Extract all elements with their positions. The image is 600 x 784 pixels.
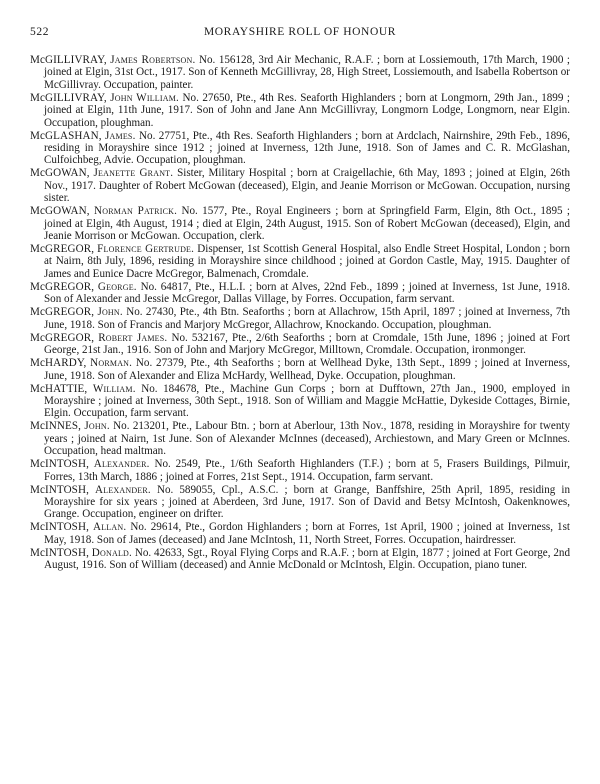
- entry-given-names: John.: [97, 306, 123, 319]
- entry-details: No. 29614, Pte., Gordon Highlanders ; born at Forres, 1st April, 1900 ; joined at Inverness, 1st May, 1918. Son of James (deceased) and Jane McIntosh, 11, North Street, Forres. Occupation, hairdresser.: [44, 521, 570, 546]
- entry-surname: McGILLIVRAY,: [30, 91, 107, 104]
- page-number: 522: [30, 26, 50, 38]
- entry-surname: McGOWAN,: [30, 205, 90, 218]
- entry-details: No. 27650, Pte., 4th Res. Seaforth Highlanders ; born at Longmorn, 29th Jan., 1899 ; joined at Elgin, 11th June, 1917. Son of John and Jane Ann McGillivray, Longmorn Lodge, Longmorn, near Elgin. Occupation, ploughman.: [44, 91, 570, 129]
- entry-given-names: Alexander.: [95, 483, 151, 496]
- roll-entry: [30, 458, 570, 483]
- entry-details: Dispenser, 1st Scottish General Hospital, also Endle Street Hospital, London ; born at Nairn, 8th July, 1896, residing in Morayshire since childhood ; joined at Gordon Castle, May, 1915. Daughter of James and Eunice Dacre McGregor, Balmenach, Cromdale.: [44, 243, 570, 280]
- entry-details: No. 64817, Pte., H.L.I. ; born at Alves, 22nd Feb., 1899 ; joined at Inverness, 1st June, 1918. Son of Alexander and Jessie McGregor, Dallas Village, by Forres. Occupation, farm servant.: [44, 280, 570, 306]
- entry-details: No. 589055, Cpl., A.S.C. ; born at Grange, Banffshire, 25th April, 1895, residing in Morayshire for six years ; joined at Aberdeen, 3rd June, 1917. Son of David and Betsy McIntosh, Oakenknowes, Grange. Occupation, engineer on drifter.: [44, 483, 570, 521]
- entry-surname: McINTOSH,: [30, 521, 89, 534]
- entry-details: No. 184678, Pte., Machine Gun Corps ; born at Dufftown, 27th Jan., 1900, employed in Morayshire ; joined at Inverness, 30th Sept., 1918. Son of William and Maggie McHattie, Dykeside Cottages, Birnie, Elgin. Occupation, farm servant.: [44, 382, 571, 420]
- entry-details: No. 213201, Pte., Labour Btn. ; born at Aberlour, 13th Nov., 1878, residing in Morayshire for twenty years ; joined at Nairn, 1st June. Son of Alexander McInnes (deceased), Archiestown, and Mary Green or McInnes. Occupation, head maltman.: [44, 420, 570, 458]
- roll-entry: [30, 357, 570, 382]
- entry-given-names: John William.: [110, 91, 180, 104]
- entry-surname: McGREGOR,: [30, 243, 95, 256]
- entry-surname: McINTOSH,: [30, 483, 89, 496]
- entry-given-names: Robert James.: [98, 331, 168, 344]
- roll-entry: [30, 243, 570, 280]
- entry-given-names: John.: [84, 420, 110, 433]
- entry-surname: McHATTIE,: [30, 382, 88, 395]
- roll-entry: [30, 281, 570, 306]
- entry-details: No. 27430, Pte., 4th Btn. Seaforths ; born at Allachrow, 15th April, 1897 ; joined at Inverness, 7th June, 1918. Son of Francis and Marjory McGregor, Allachrow, Knockando. Occupation, ploughman.: [44, 306, 571, 331]
- entry-given-names: Donald.: [91, 546, 132, 559]
- entry-details: No. 532167, Pte., 2/6th Seaforths ; born at Cromdale, 15th June, 1896 ; joined at Fort George, 21st Jan., 1916. Son of John and Marjory McGregor, Milltown, Cromdale. Occupation, ironmonger.: [44, 331, 570, 357]
- entry-details: No. 156128, 3rd Air Mechanic, R.A.F. ; born at Lossiemouth, 17th March, 1900 ; joined at Elgin, 31st Oct., 1917. Son of Kenneth McGillivray, 28, High Street, Lossiemouth, and Isabella Robertson or McGillivray. Occupation, painter.: [44, 54, 570, 91]
- roll-entry: [30, 420, 570, 457]
- entry-details: No. 27751, Pte., 4th Res. Seaforth Highlanders ; born at Ardclach, Nairnshire, 29th Feb., 1896, residing in Morayshire since 1912 ; joined at Inverness, 12th June, 1918. Son of James and C. R. McGlashan, Culfoichbeg, Advie. Occupation, ploughman.: [44, 129, 570, 167]
- running-head: MORAYSHIRE ROLL OF HONOUR: [203, 26, 397, 38]
- entry-given-names: James.: [105, 129, 136, 142]
- entry-details: No. 1577, Pte., Royal Engineers ; born at Springfield Farm, Elgin, 8th Oct., 1895 ; joined at Elgin, 4th August, 1914 ; died at Elgin, 24th August, 1915. Son of Robert McGowan (deceased), Elgin, and Jeanie Morrison or McGowan. Occupation, clerk.: [44, 205, 570, 243]
- entry-surname: McGLASHAN,: [30, 129, 102, 142]
- roll-entry: [30, 130, 570, 167]
- entry-given-names: Norman Patrick.: [94, 205, 178, 218]
- entry-given-names: Allan.: [92, 521, 127, 534]
- roll-entry: [30, 547, 570, 572]
- page-header: [30, 26, 570, 42]
- roll-entry: [30, 306, 570, 331]
- roll-entry: [30, 484, 570, 521]
- entry-surname: McINTOSH,: [30, 458, 89, 471]
- entry-given-names: Alexander.: [93, 458, 150, 471]
- roll-entry: [30, 54, 570, 91]
- entry-given-names: George.: [97, 280, 137, 293]
- entry-given-names: James Robertson.: [110, 54, 196, 66]
- entry-surname: McHARDY,: [30, 357, 87, 370]
- entry-details: No. 27379, Pte., 4th Seaforths ; born at Wellhead Dyke, 13th Sept., 1899 ; joined at Inverness, June, 1918. Son of Alexander and Eliza McHardy, Wellhead, Dyke. Occupation, ploughman.: [44, 357, 570, 382]
- entry-details: Sister, Military Hospital ; born at Craigellachie, 6th May, 1893 ; joined at Elgin, 26th Nov., 1917. Daughter of Robert McGowan (deceased), Elgin, and Jeanie Morrison or McGowan. Occupation, nursing sister.: [44, 167, 570, 205]
- entry-surname: McGOWAN,: [30, 167, 90, 180]
- roll-entry: [30, 205, 570, 242]
- entry-surname: McGREGOR,: [30, 306, 95, 319]
- entry-given-names: Florence Gertrude.: [97, 243, 195, 256]
- roll-entry: [30, 383, 570, 420]
- entry-surname: McGILLIVRAY,: [30, 54, 107, 66]
- entry-surname: McGREGOR,: [30, 280, 95, 293]
- entry-given-names: Jeanette Grant.: [93, 167, 174, 180]
- entry-given-names: Norman.: [90, 357, 133, 370]
- entry-given-names: William.: [92, 382, 136, 395]
- entry-surname: McINTOSH,: [30, 546, 89, 559]
- roll-entry: [30, 521, 570, 546]
- roll-entry: [30, 332, 570, 357]
- roll-entry: [30, 92, 570, 129]
- entry-surname: McGREGOR,: [30, 331, 95, 344]
- entry-details: No. 2549, Pte., 1/6th Seaforth Highlanders (T.F.) ; born at 5, Frasers Buildings, Pilmuir, Forres, 13th March, 1886 ; joined at Forres, 21st Sept., 1914. Occupation, farm servant.: [44, 458, 570, 483]
- entry-details: No. 42633, Sgt., Royal Flying Corps and R.A.F. ; born at Elgin, 1877 ; joined at Fort George, 2nd August, 1916. Son of William (deceased) and Annie McDonald or McIntosh, Elgin. Occupation, piano tuner.: [44, 546, 570, 572]
- roll-entries: [30, 54, 570, 572]
- entry-surname: McINNES,: [30, 420, 82, 433]
- roll-entry: [30, 167, 570, 204]
